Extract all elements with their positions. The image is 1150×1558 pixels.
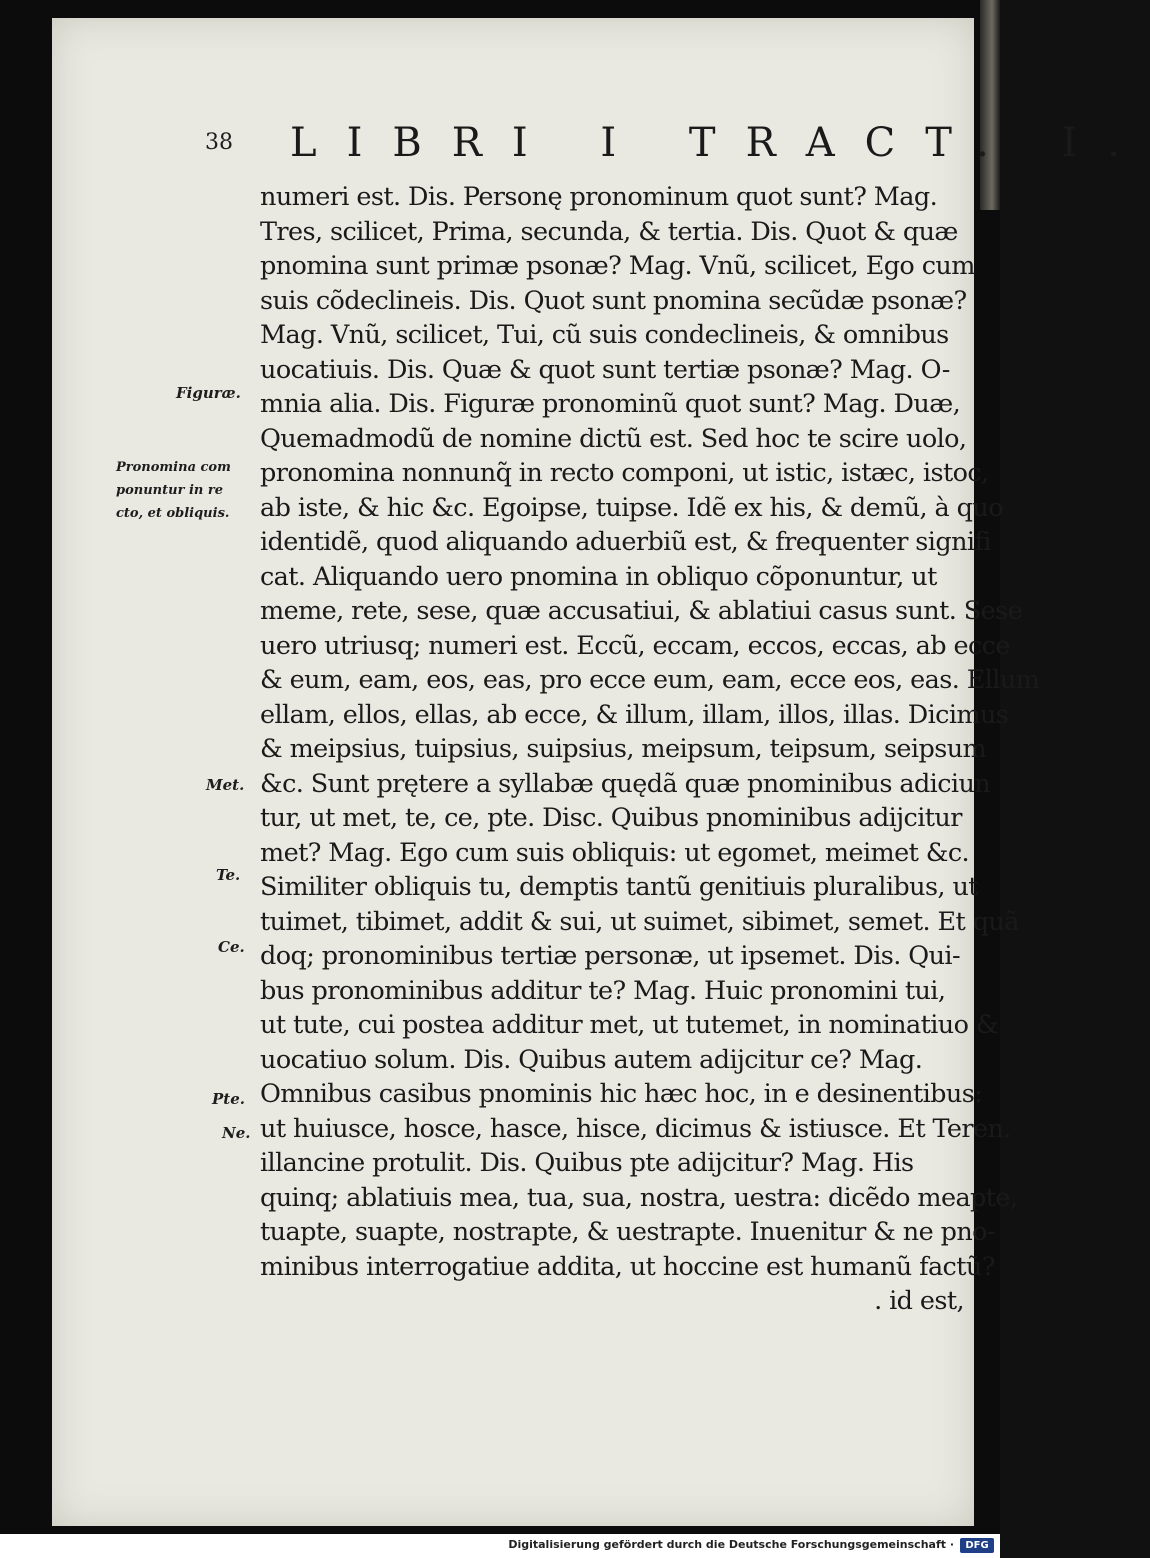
text-line: identidẽ, quod aliquando aduerbiũ est, & frequenter signifi — [260, 527, 991, 557]
marginal-note-composition: Pronomina com — [116, 460, 231, 475]
text-line: ut huiusce, hosce, hasce, hisce, dicimus & istiusce. Et Teren. — [260, 1113, 1011, 1144]
catchword: . id est, — [874, 1286, 964, 1316]
marginal-note-met: Met. — [206, 776, 245, 794]
text-line: met? Mag. Ego cum suis obliquis: ut egomet, meimet &c. — [260, 837, 970, 868]
text-line: ab iste, & hic &c. Egoipse, tuipse. Idẽ ex his, & demũ, à quo — [260, 492, 1003, 523]
text-line: quinq; ablatiuis mea, tua, sua, nostra, uestra: dicẽdo meapte, — [260, 1182, 1018, 1213]
marginal-note-ne: Ne. — [222, 1124, 251, 1142]
text-line: minibus interrogatiue addita, ut hoccine est humanũ factũ? — [260, 1251, 995, 1282]
text-line: Quemadmodũ de nomine dictũ est. Sed hoc te scire uolo, — [260, 423, 967, 454]
running-head — [205, 120, 1150, 166]
marginal-note-ce: Ce. — [218, 938, 245, 956]
digitization-footer — [0, 1534, 1000, 1558]
text-line: tuapte, suapte, nostrapte, & uestrapte. Inuenitur & ne pno- — [260, 1217, 995, 1247]
text-line: uero utriusq; numeri est. Eccũ, eccam, eccos, eccas, ab ecce — [260, 630, 1010, 661]
book-edge — [980, 0, 1000, 210]
text-line: ellam, ellos, ellas, ab ecce, & illum, illam, illos, illas. Dicimus — [260, 699, 1009, 730]
text-line: bus pronominibus additur te? Mag. Huic pronomini tui, — [260, 975, 946, 1006]
text-line: Tres, scilicet, Prima, secunda, & tertia. Dis. Quot & quæ — [260, 216, 958, 247]
text-line: mnia alia. Dis. Figuræ pronominũ quot sunt? Mag. Duæ, — [260, 389, 961, 419]
text-line: uocatiuis. Dis. Quæ & quot sunt tertiæ psonæ? Mag. O- — [260, 354, 950, 385]
text-line: & eum, eam, eos, eas, pro ecce eum, eam, ecce eos, eas. Ellum — [260, 665, 1040, 695]
dfg-logo: DFG — [960, 1538, 994, 1553]
text-line: &c. Sunt prętere a syllabæ quędã quæ pnominibus adiciun — [260, 768, 991, 799]
marginal-note-pte: Pte. — [212, 1090, 245, 1108]
text-line: tuimet, tibimet, addit & sui, ut suimet, sibimet, semet. Et quã — [260, 906, 1019, 937]
text-line: Omnibus casibus pnominis hic hæc hoc, in e desinentibus: — [260, 1079, 983, 1109]
text-line: pronomina nonnunq̃ in recto componi, ut istic, istæc, istoc, — [260, 458, 989, 488]
text-line: numeri est. Dis. Personę pronominum quot sunt? Mag. — [260, 182, 938, 212]
text-line: cat. Aliquando uero pnomina in obliquo cõponuntur, ut — [260, 561, 937, 592]
marginal-note-te: Te. — [216, 866, 241, 884]
text-line: Similiter obliquis tu, demptis tantũ genitiuis pluralibus, ut — [260, 872, 978, 902]
funding-credit: Digitalisierung gefördert durch die Deutsche Forschungsgemeinschaft · — [508, 1538, 954, 1551]
text-line: & meipsius, tuipsius, suipsius, meipsum, teipsum, seipsum — [260, 734, 987, 764]
text-line: ut tute, cui postea additur met, ut tutemet, in nominatiuo & — [260, 1010, 998, 1040]
text-line: tur, ut met, te, ce, pte. Disc. Quibus pnominibus adijcitur — [260, 803, 962, 833]
text-line: Mag. Vnũ, scilicet, Tui, cũ suis condeclineis, & omnibus — [260, 320, 949, 350]
marginal-note-composition: cto, et obliquis. — [116, 506, 230, 521]
text-line: suis cõdeclineis. Dis. Quot sunt pnomina secũdæ psonæ? — [260, 285, 967, 316]
text-line: meme, rete, sese, quæ accusatiui, & ablatiui casus sunt. Sese — [260, 596, 1023, 626]
body-text — [260, 180, 1040, 1319]
page-number: 38 — [205, 130, 233, 155]
text-line: illancine protulit. Dis. Quibus pte adijcitur? Mag. His — [260, 1148, 914, 1178]
running-head-title: LIBRI I TRACT. I. — [290, 120, 1150, 166]
text-line: pnomina sunt primæ psonæ? Mag. Vnũ, scilicet, Ego cum — [260, 251, 975, 281]
text-line: uocatiuo solum. Dis. Quibus autem adijcitur ce? Mag. — [260, 1044, 923, 1075]
marginal-note-figurae: Figuræ. — [176, 384, 241, 402]
marginal-note-composition: ponuntur in re — [116, 483, 223, 498]
text-line: doq; pronominibus tertiæ personæ, ut ipsemet. Dis. Qui- — [260, 941, 961, 971]
